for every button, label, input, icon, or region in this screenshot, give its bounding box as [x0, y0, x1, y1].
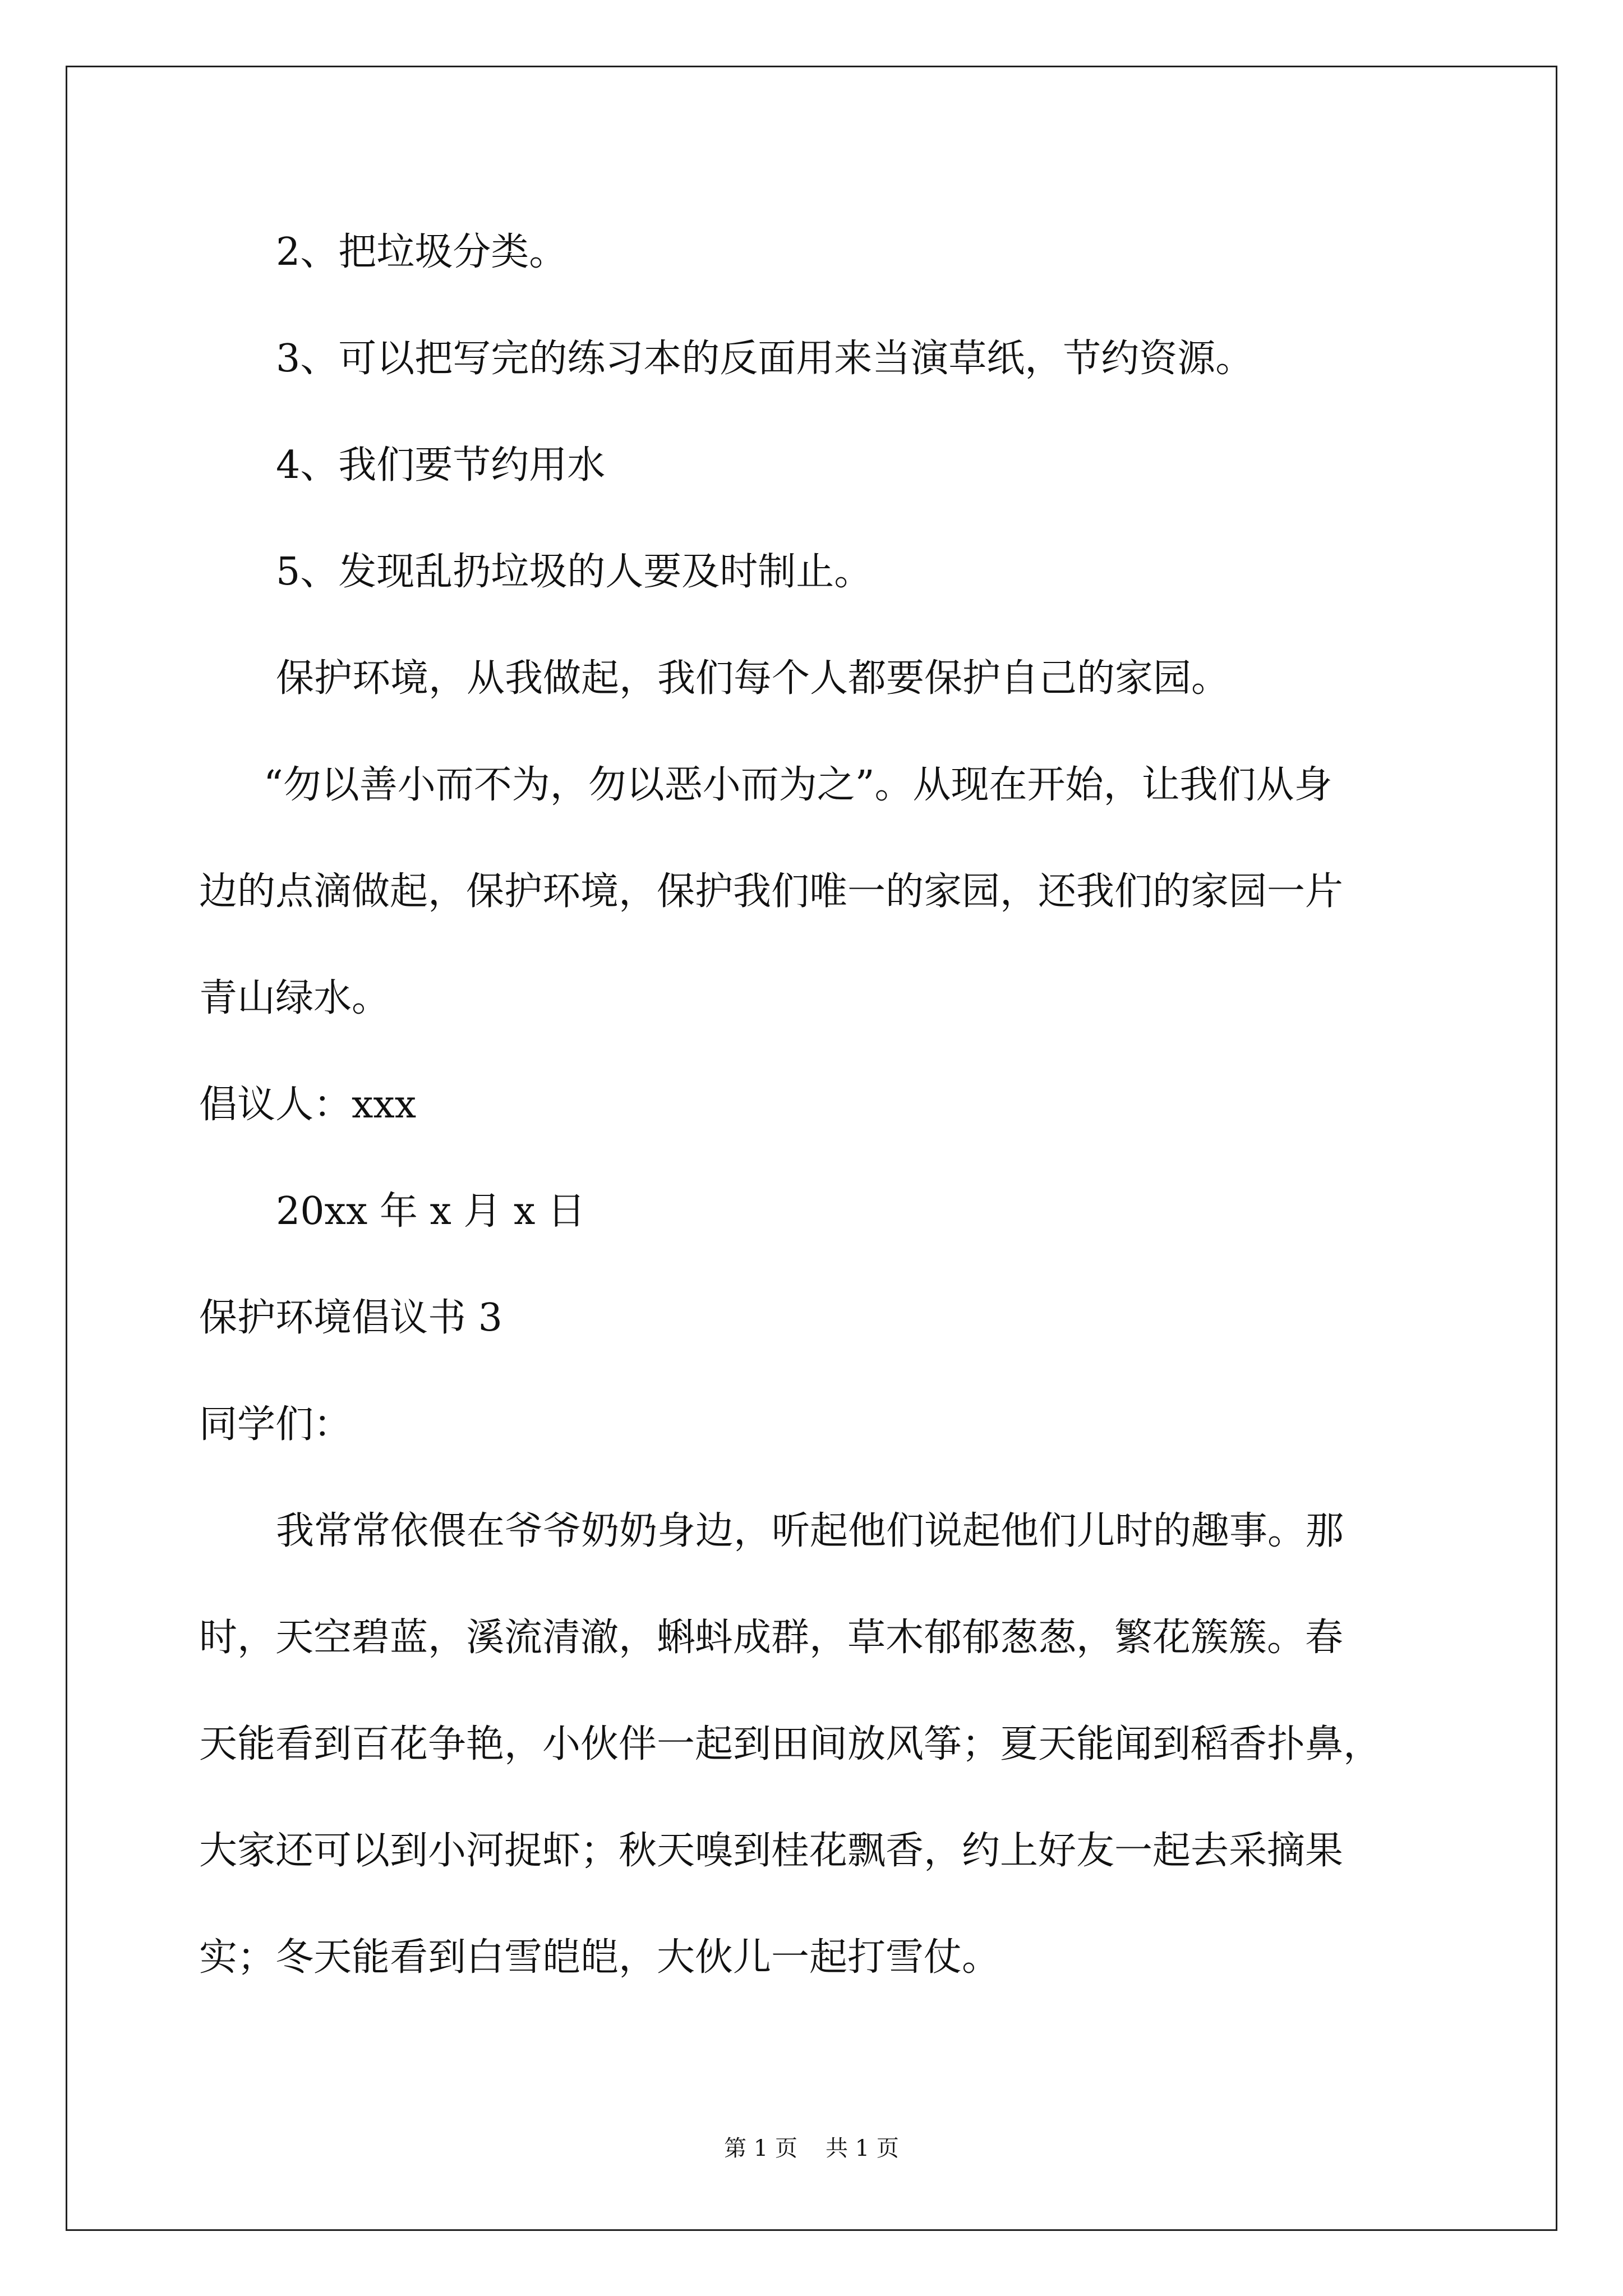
page-number: 第 1 页 [724, 2136, 797, 2161]
page-footer [0, 2132, 1623, 2165]
page-border [66, 66, 1557, 2231]
paragraph-line: 边的点滴做起，保护环境，保护我们唯一的家园，还我们的家园一片 [199, 869, 1344, 914]
paragraph-line: 保护环境，从我做起，我们每个人都要保护自己的家园。 [276, 656, 1230, 701]
paragraph-line: 大家还可以到小河捉虾；秋天嗅到桂花飘香，约上好友一起去采摘果 [199, 1829, 1344, 1873]
page-total: 共 1 页 [826, 2136, 899, 2161]
paragraph-line: “勿以善小而不为，勿以恶小而为之”。从现在开始，让我们从身 [264, 763, 1332, 807]
list-item-5: 5、发现乱扔垃圾的人要及时制止。 [276, 550, 873, 594]
paragraph-line: 天能看到百花争艳，小伙伴一起到田间放风筝；夏天能闻到稻香扑鼻， [199, 1722, 1382, 1766]
section-title: 保护环境倡议书 3 [199, 1296, 502, 1340]
paragraph-line: 实；冬天能看到白雪皑皑，大伙儿一起打雪仗。 [199, 1935, 1000, 1980]
list-item-3: 3、可以把写完的练习本的反面用来当演草纸，节约资源。 [276, 337, 1254, 381]
proposer-line: 倡议人：xxx [199, 1083, 417, 1127]
list-item-4: 4、我们要节约用水 [276, 443, 606, 487]
paragraph-line: 我常常依偎在爷爷奶奶身边，听起他们说起他们儿时的趣事。那 [276, 1509, 1344, 1553]
list-item-2: 2、把垃圾分类。 [276, 230, 568, 274]
paragraph-line: 青山绿水。 [199, 976, 390, 1020]
date-line: 20xx 年 x 月 x 日 [276, 1189, 586, 1234]
salutation: 同学们： [199, 1402, 352, 1447]
paragraph-line: 时，天空碧蓝，溪流清澈，蝌蚪成群，草木郁郁葱葱，繁花簇簇。春 [199, 1616, 1344, 1660]
